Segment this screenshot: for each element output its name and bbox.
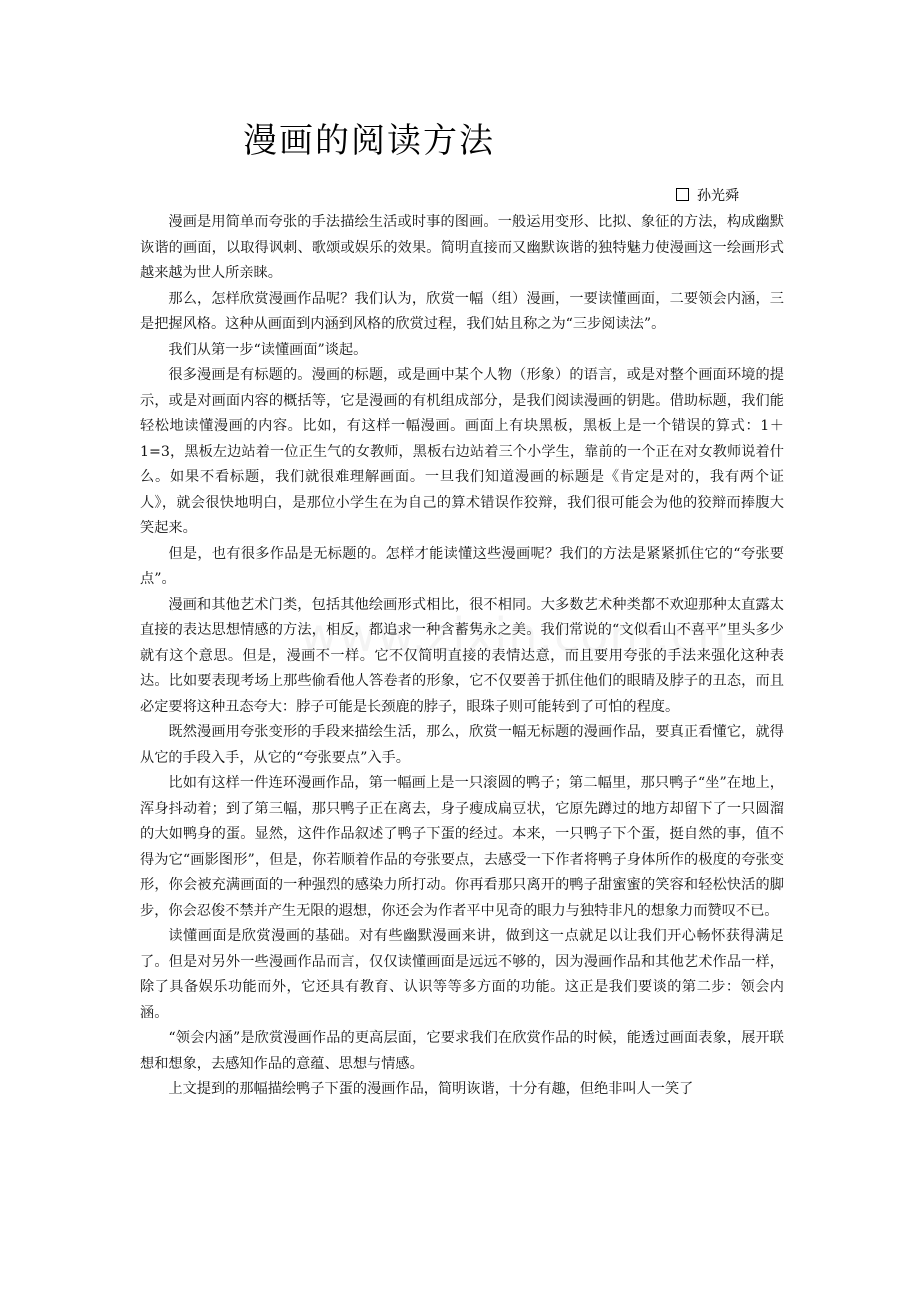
paragraph: 漫画和其他艺术门类，包括其他绘画形式相比，很不相同。大多数艺术种类都不欢迎那种太直露太直接的表达思想情感的方法，相反，都追求一种含蓄隽永之美。我们常说的“文似看山不喜平”里头多少就有这个意思。但是，漫画不一样。它不仅简明直接的表情达意，而且要用夸张的手法来强化这种表达。比如要表现考场上那些偷看他人答卷者的形象，它不仅要善于抓住他们的眼睛及脖子的丑态，而且必定要将这种丑态夸大：脖子可能是长颈鹿的脖子，眼珠子则可能转到了可怕的程度。 bbox=[140, 596, 784, 715]
paragraph: “领会内涵”是欣赏漫画作品的更高层面，它要求我们在欣赏作品的时候，能透过画面表象，展开联想和想象，去感知作品的意蕴、思想与情感。 bbox=[140, 1030, 784, 1072]
article-body bbox=[140, 210, 784, 1103]
square-bullet-icon bbox=[676, 188, 689, 201]
paragraph: 但是，也有很多作品是无标题的。怎样才能读懂这些漫画呢？我们的方法是紧紧抓住它的“夸张要点”。 bbox=[140, 545, 784, 587]
author-line bbox=[676, 185, 739, 205]
document-title: 漫画的阅读方法 bbox=[243, 121, 495, 161]
paragraph: 漫画是用简单而夸张的手法描绘生活或时事的图画。一般运用变形、比拟、象征的方法，构成幽默诙谐的画面，以取得讽刺、歌颂或娱乐的效果。简明直接而又幽默诙谐的独特魅力使漫画这一绘画形式越来越为世人所亲睐。 bbox=[140, 214, 784, 281]
paragraph: 很多漫画是有标题的。漫画的标题，或是画中某个人物（形象）的语言，或是对整个画面环境的提示，或是对画面内容的概括等，它是漫画的有机组成部分，是我们阅读漫画的钥匙。借助标题，我们能轻松地读懂漫画的内容。比如，有这样一幅漫画。画面上有块黑板，黑板上是一个错误的算式：1＋1=3，黑板左边站着一位正生气的女教师，黑板右边站着三个小学生，靠前的一个正在对女教师说着什么。如果不看标题，我们就很难理解画面。一旦我们知道漫画的标题是《肯定是对的，我有两个证人》，就会很快地明白，是那位小学生在为自己的算术错误作狡辩，我们很可能会为他的狡辩而捧腹大笑起来。 bbox=[140, 367, 784, 536]
paragraph: 读懂画面是欣赏漫画的基础。对有些幽默漫画来讲，做到这一点就足以让我们开心畅怀获得满足了。但是对另外一些漫画作品而言，仅仅读懂画面是远远不够的，因为漫画作品和其他艺术作品一样，除了具备娱乐功能而外，它还具有教育、认识等等多方面的功能。这正是我们要谈的第二步：领会内涵。 bbox=[140, 928, 784, 1021]
paragraph: 比如有这样一件连环漫画作品，第一幅画上是一只滚圆的鸭子；第二幅里，那只鸭子“坐”在地上，浑身抖动着；到了第三幅，那只鸭子正在离去，身子瘦成扁豆状，它原先蹲过的地方却留下了一只圆溜的大如鸭身的蛋。显然，这件作品叙述了鸭子下蛋的经过。本来，一只鸭子下个蛋，挺自然的事，值不得为它“画影图形”，但是，你若顺着作品的夸张要点，去感受一下作者将鸭子身体所作的极度的夸张变形，你会被充满画面的一种强烈的感染力所打动。你再看那只离开的鸭子甜蜜蜜的笑容和轻松快活的脚步，你会忍俊不禁并产生无限的遐想，你还会为作者平中见奇的眼力与独特非凡的想象力而赞叹不已。 bbox=[140, 775, 784, 919]
paragraph: 我们从第一步“读懂画面”谈起。 bbox=[168, 341, 368, 358]
paragraph: 既然漫画用夸张变形的手段来描绘生活，那么，欣赏一幅无标题的漫画作品，要真正看懂它，就得从它的手段入手，从它的“夸张要点”入手。 bbox=[140, 724, 784, 766]
paragraph: 那么，怎样欣赏漫画作品呢？我们认为，欣赏一幅（组）漫画，一要读懂画面，二要领会内涵，三是把握风格。这种从画面到内涵到风格的欣赏过程，我们姑且称之为“三步阅读法”。 bbox=[140, 290, 784, 332]
paragraph: 上文提到的那幅描绘鸭子下蛋的漫画作品，简明诙谐，十分有趣，但绝非叫人一笑了 bbox=[168, 1081, 694, 1097]
author-name: 孙光舜 bbox=[697, 188, 739, 204]
